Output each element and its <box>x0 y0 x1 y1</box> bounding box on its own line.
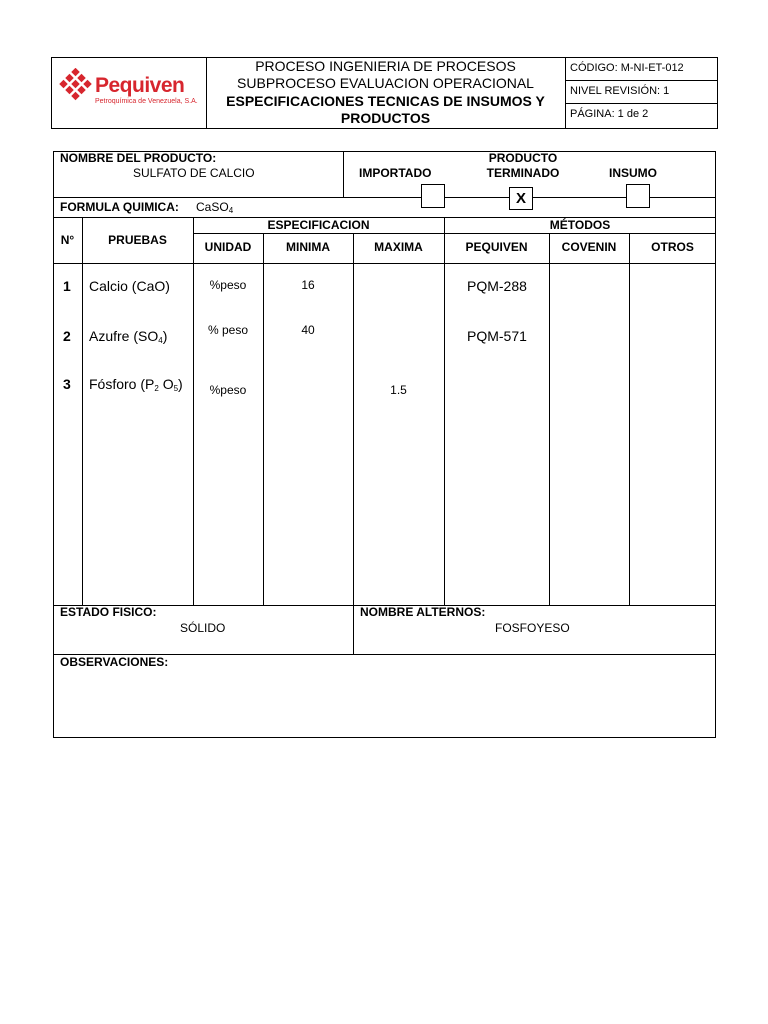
logo-text: Pequiven <box>95 74 185 97</box>
insumo-label: INSUMO <box>609 166 657 180</box>
producto-terminado-label-line1: PRODUCTO <box>488 151 558 165</box>
pequiven-logo-icon <box>58 68 94 108</box>
row-2-min: 40 <box>301 323 315 337</box>
row-1-number: 1 <box>63 278 71 294</box>
especificacion-header: ESPECIFICACION <box>267 218 370 232</box>
row-3-unit: %peso <box>209 383 247 397</box>
nombre-alternos-label: NOMBRE ALTERNOS: <box>360 605 486 619</box>
minima-header: MINIMA <box>286 240 330 254</box>
row-2-number: 2 <box>63 328 71 344</box>
formula-value: CaSO$_4$ <box>196 200 234 215</box>
header-process: PROCESO INGENIERIA DE PROCESOS <box>255 58 516 74</box>
otros-header: OTROS <box>651 240 694 254</box>
pruebas-header: PRUEBAS <box>108 233 167 247</box>
logo-subtext: Petroquímica de Venezuela, S.A. <box>95 98 198 105</box>
product-name-label: NOMBRE DEL PRODUCTO: <box>60 151 217 165</box>
producto-terminado-label-line2: TERMINADO <box>486 166 560 180</box>
number-header: N° <box>60 233 75 247</box>
header-title-line1: ESPECIFICACIONES TECNICAS DE INSUMOS Y <box>226 93 545 109</box>
header-revision: NIVEL REVISIÓN: 1 <box>570 85 670 97</box>
estado-fisico-label: ESTADO FISICO: <box>60 605 157 619</box>
nombre-alternos-value: FOSFOYESO <box>495 621 570 635</box>
row-1-unit: %peso <box>209 278 247 292</box>
formula-label: FORMULA QUIMICA: <box>60 200 179 214</box>
row-3-test: Fósforo ($P_2$ $O_5$) <box>89 376 183 393</box>
importado-checkbox[interactable] <box>421 184 445 208</box>
unidad-header: UNIDAD <box>204 240 252 254</box>
row-2-method: PQM-571 <box>467 328 527 344</box>
importado-label: IMPORTADO <box>359 166 432 180</box>
observaciones-label: OBSERVACIONES: <box>60 655 169 669</box>
metodos-header: MÉTODOS <box>549 218 611 232</box>
header-page: PÁGINA: 1 de 2 <box>570 108 649 120</box>
producto-terminado-checkbox[interactable]: X <box>509 187 533 210</box>
row-1-test: Calcio (CaO) <box>89 278 170 294</box>
row-2-test: Azufre $(SO_4)$ <box>89 328 168 345</box>
row-3-max: 1.5 <box>390 383 407 397</box>
insumo-checkbox[interactable] <box>626 184 650 208</box>
header-subprocess: SUBPROCESO EVALUACION OPERACIONAL <box>237 75 534 91</box>
row-1-method: PQM-288 <box>467 278 527 294</box>
row-2-unit: % peso <box>207 323 249 337</box>
header-title-line2: PRODUCTOS <box>340 110 431 126</box>
covenin-header: COVENIN <box>561 240 617 254</box>
estado-fisico-value: SÓLIDO <box>180 621 226 635</box>
pequiven-header: PEQUIVEN <box>465 240 528 254</box>
row-1-min: 16 <box>301 278 315 292</box>
header-code: CÓDIGO: M-NI-ET-012 <box>570 62 684 74</box>
product-name-value: SULFATO DE CALCIO <box>133 166 255 180</box>
row-3-number: 3 <box>63 376 71 392</box>
maxima-header: MAXIMA <box>374 240 423 254</box>
